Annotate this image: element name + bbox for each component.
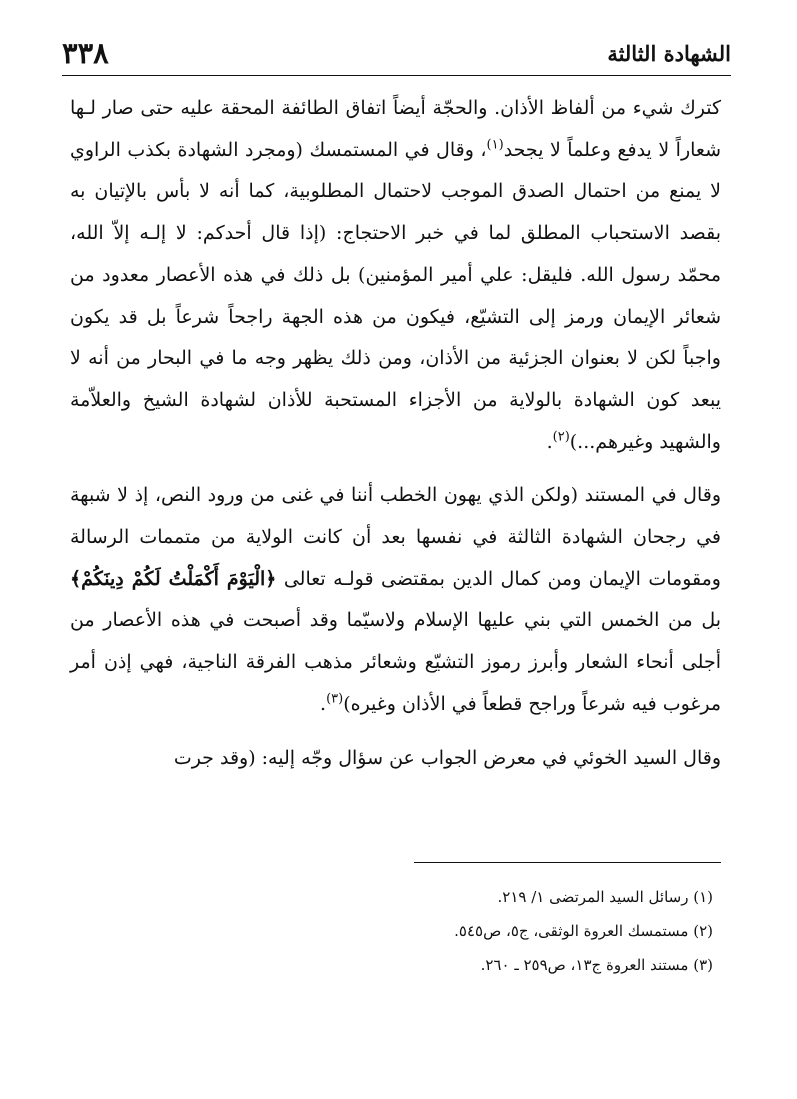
text-run: بل من الخمس التي بني عليها الإسلام ولاسيّما وقد أصبحت في هذه الأعصار من أجلى أنحاء الشعار وأبرز رموز التشيّع وشعائر مذهب الفرقة الناجية، فهي إذن أمر مرغوب فيه شرعاً وراجح قطعاً في الأذان وغيره) [70,609,721,715]
page-number: ٣٣٨ [62,36,109,70]
text-run: . [546,430,553,453]
footnote-rule [414,862,721,863]
footnote-2: (٢) مستمسك العروة الوثقى، ج٥، ص٥٤٥. [454,922,713,940]
main-text [70,88,721,779]
text-run: . [320,692,327,715]
paragraph-3 [70,738,721,780]
text-run: ، وقال في المستمسك (ومجرد الشهادة بكذب الراوي لا يمنع من احتمال الصدق الموجب لاحتمال المطلوبية، كما أنه لا بأس بالإتيان به بقصد الاستحباب المطلق لما في خبر الاحتجاج: (إذا قال أحدكم: لا إلـه إلاّ الله، محمّد رسول الله. فليقل: علي أمير المؤمنين) بل ذلك في هذه الأعصار معدود من شعائر الإيمان ورمز إلى التشيّع، فيكون من هذه الجهة راجحاً شرعاً بل قد يكون واجباً لكن لا بعنوان الجزئية من الأذان، ومن ذلك يظهر وجه ما في البحار من أنه لا يبعد كون الشهادة بالولاية من الأجزاء المستحبة للأذان لشهادة الشيخ والعلاّمة والشهيد وغيرهم...) [70,138,721,453]
text-run: وقال في المستند (ولكن الذي يهون الخطب أننا في غنى من ورود النص، إذ لا شبهة في رجحان الشهادة الثالثة في نفسها بعد أن كانت الولاية من متممات الرسالة ومقومات الإيمان ومن كمال الدين بمقتضى قولـه تعالى [70,484,721,590]
paragraph-1 [70,88,721,463]
page-header [62,22,731,72]
footnote-3: (٣) مستند العروة ج١٣، ص٢٥٩ ـ ٢٦٠. [480,956,713,974]
footnote-ref-1: (١) [486,137,504,153]
footnote-ref-2: (٢) [552,429,570,445]
header-rule [62,75,731,76]
footnote-1: (١) رسائل السيد المرتضى ١/ ٢١٩. [497,888,713,906]
footnotes [70,880,713,982]
text-run: كترك شيء من ألفاظ الأذان. والحجّة أيضاً اتفاق الطائفة المحقة عليه حتى صار لـها شعاراً لا يدفع وعلماً لا يجحد [70,97,721,161]
text-run: وقال السيد الخوئي في معرض الجواب عن سؤال وجّه إليه: (وقد جرت [173,746,721,769]
paragraph-2 [70,475,721,725]
quran-verse: ﴿الْيَوْمَ أَكْمَلْتُ لَكُمْ دِينَكُمْ﴾ [70,567,277,590]
footnote-ref-3: (٣) [326,691,344,707]
running-title: الشهادة الثالثة [607,41,731,66]
